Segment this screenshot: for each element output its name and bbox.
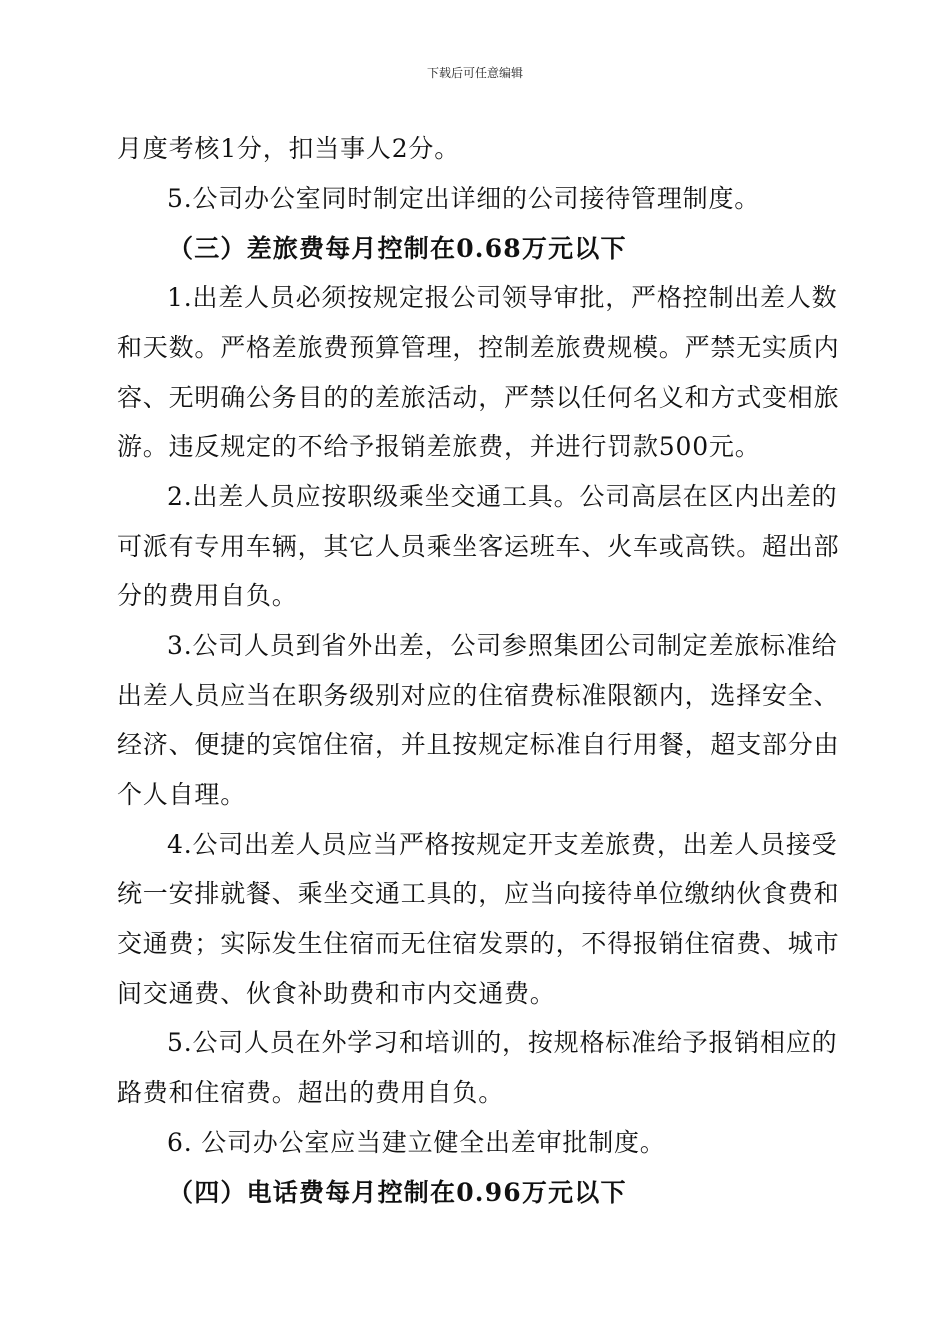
body-line: 4.公司出差人员应当严格按规定开支差旅费，出差人员接受 — [167, 830, 838, 859]
body-line: 分的费用自负。 — [117, 581, 298, 610]
page-header: 下载后可任意编辑 — [426, 66, 523, 80]
body-line: 和天数。严格差旅费预算管理，控制差旅费规模。严禁无实质内 — [117, 333, 840, 362]
body-line: 6. 公司办公室应当建立健全出差审批制度。 — [167, 1128, 666, 1157]
body-line: 游。违反规定的不给予报销差旅费，并进行罚款500元。 — [117, 432, 761, 461]
body-line: 间交通费、伙食补助费和市内交通费。 — [117, 979, 556, 1008]
body-line: 可派有专用车辆，其它人员乘坐客运班车、火车或高铁。超出部 — [117, 532, 840, 561]
section-heading: （三）差旅费每月控制在0.68万元以下 — [168, 234, 627, 263]
body-line: 经济、便捷的宾馆住宿，并且按规定标准自行用餐，超支部分由 — [117, 730, 840, 759]
body-line: 1.出差人员必须按规定报公司领导审批，严格控制出差人数 — [167, 283, 838, 312]
body-line: 5.公司人员在外学习和培训的，按规格标准给予报销相应的 — [167, 1028, 838, 1057]
section-heading: （四）电话费每月控制在0.96万元以下 — [168, 1178, 627, 1207]
body-line: 3.公司人员到省外出差，公司参照集团公司制定差旅标准给 — [167, 631, 838, 660]
body-line: 容、无明确公务目的的差旅活动，严禁以任何名义和方式变相旅 — [117, 383, 840, 412]
body-line: 2.出差人员应按职级乘坐交通工具。公司高层在区内出差的 — [167, 482, 838, 511]
body-line: 路费和住宿费。超出的费用自负。 — [117, 1078, 505, 1107]
body-line: 月度考核1分，扣当事人2分。 — [117, 134, 461, 163]
body-line: 统一安排就餐、乘坐交通工具的，应当向接待单位缴纳伙食费和 — [117, 879, 840, 908]
body-line: 5.公司办公室同时制定出详细的公司接待管理制度。 — [167, 184, 761, 213]
body-line: 交通费；实际发生住宿而无住宿发票的，不得报销住宿费、城市 — [117, 929, 840, 958]
body-line: 个人自理。 — [117, 780, 247, 809]
body-line: 出差人员应当在职务级别对应的住宿费标准限额内，选择安全、 — [117, 681, 840, 710]
